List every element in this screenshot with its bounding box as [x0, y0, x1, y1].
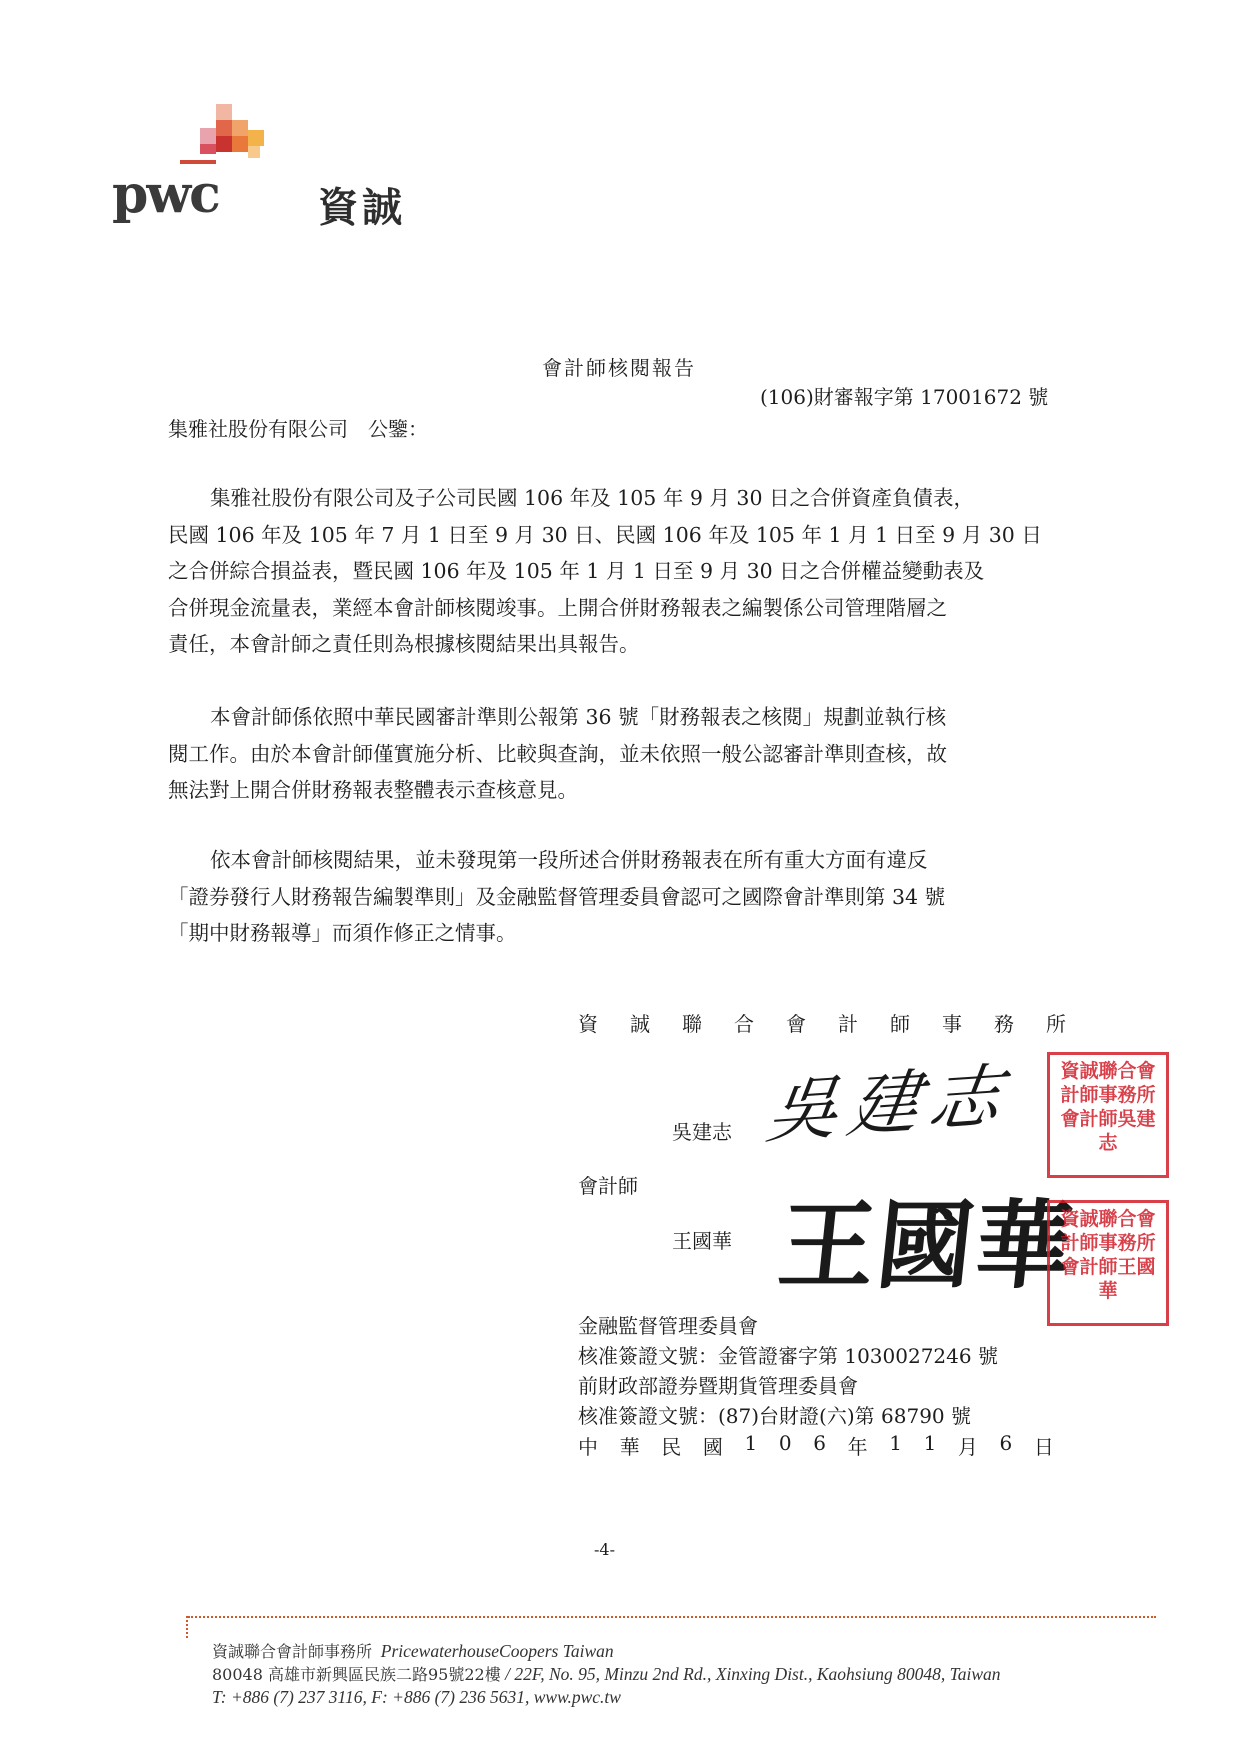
footer-contact: T: +886 (7) 237 3116, F: +886 (7) 236 5631, www.pwc.tw: [212, 1687, 621, 1707]
date-part: 1: [923, 1431, 937, 1455]
pwc-logo-mark: [180, 104, 275, 164]
footer-firm-cn: 資誠聯合會計師事務所: [212, 1642, 373, 1661]
firm-char: 務: [994, 1012, 1014, 1036]
firm-char: 師: [890, 1012, 910, 1036]
date-part: 1: [889, 1431, 902, 1455]
paragraph-3: [168, 842, 1073, 952]
approval-line-4: 核准簽證文號：(87)台財證(六)第 68790 號: [578, 1404, 971, 1428]
role-label: 會計師: [578, 1174, 638, 1198]
paragraph-line: 無法對上開合併財務報表整體表示查核意見。: [168, 778, 578, 802]
paragraph-line: 集雅社股份有限公司及子公司民國 106 年及 105 年 9 月 30 日之合併資產負債表，: [210, 486, 975, 510]
footer-address-en: / 22F, No. 95, Minzu 2nd Rd., Xinxing Dist., Kaohsiung 80048, Taiwan: [500, 1664, 1001, 1684]
paragraph-line: 責任，本會計師之責任則為根據核閱結果出具報告。: [168, 632, 640, 656]
paragraph-line: 「證券發行人財務報告編製準則」及金融監督管理委員會認可之國際會計準則第 34 號: [168, 884, 946, 909]
paragraph-2: [168, 699, 1073, 809]
approval-line-2: 核准簽證文號：金管證審字第 1030027246 號: [578, 1344, 998, 1368]
accountant-name-1: 吳建志: [672, 1120, 732, 1144]
date-part: 華: [619, 1435, 640, 1459]
firm-char: 會: [786, 1012, 806, 1036]
pwc-logo-text: pwc: [112, 164, 219, 225]
addressee: 集雅社股份有限公司 公鑒：: [168, 417, 428, 441]
firm-char: 事: [942, 1012, 962, 1036]
footer-divider: [188, 1616, 1156, 1618]
footer-divider-tick: [186, 1616, 188, 1638]
date-part: 日: [1033, 1435, 1054, 1459]
paragraph-line: 之合併綜合損益表，暨民國 106 年及 105 年 1 月 1 日至 9 月 30 日之合併權益變動表及: [168, 559, 985, 583]
approval-line-3: 前財政部證券暨期貨管理委員會: [578, 1374, 858, 1398]
approval-line-1: 金融監督管理委員會: [578, 1314, 758, 1338]
handwritten-signature-1: 吳建志: [761, 1054, 1017, 1154]
company-seal-2: 資誠聯合會計師事務所 會計師王國華: [1047, 1200, 1169, 1326]
report-date: [578, 1431, 1054, 1460]
date-part: 6: [813, 1431, 826, 1455]
handwritten-signature-2: 王國華: [773, 1189, 1080, 1302]
date-part: 月: [957, 1435, 978, 1459]
paragraph-line: 依本會計師核閱結果，並未發現第一段所述合併財務報表在所有重大方面有違反: [210, 848, 928, 872]
paragraph-line: 民國 106 年及 105 年 7 月 1 日至 9 月 30 日、民國 106 年及 105 年 1 月 1 日至 9 月 30 日: [168, 522, 1042, 547]
firm-char: 資: [578, 1012, 598, 1036]
date-part: 民: [661, 1435, 682, 1459]
firm-char: 合: [734, 1012, 754, 1036]
paragraph-line: 閱工作。由於本會計師僅實施分析、比較與查詢，並未依照一般公認審計準則查核，故: [168, 741, 947, 766]
firm-name: [578, 1008, 1066, 1037]
firm-char: 誠: [630, 1012, 650, 1036]
footer-firm-en: PricewaterhouseCoopers Taiwan: [380, 1641, 614, 1661]
paragraph-line: 本會計師係依照中華民國審計準則公報第 36 號「財務報表之核閱」規劃並執行核: [210, 705, 947, 729]
date-part: 年: [847, 1435, 868, 1459]
firm-char: 計: [838, 1012, 858, 1036]
date-part: 1: [744, 1431, 758, 1455]
date-part: 國: [702, 1435, 723, 1459]
page-number: -4-: [594, 1540, 615, 1559]
firm-char: 聯: [682, 1012, 702, 1036]
reference-number: (106)財審報字第 17001672 號: [760, 385, 1049, 409]
brand-name: 資誠: [318, 184, 406, 231]
date-part: 中: [578, 1435, 598, 1459]
footer-address-line: [212, 1663, 1001, 1686]
paragraph-1: [168, 480, 1073, 663]
company-seal-1: 資誠聯合會計師事務所 會計師吳建志: [1047, 1052, 1169, 1178]
footer-firm-line: [212, 1640, 1001, 1663]
firm-char: 所: [1046, 1012, 1066, 1036]
footer: [212, 1640, 1001, 1708]
paragraph-line: 合併現金流量表，業經本會計師核閱竣事。上開合併財務報表之編製係公司管理階層之: [168, 595, 947, 620]
accountant-name-2: 王國華: [672, 1229, 732, 1253]
footer-address-cn: 80048 高雄市新興區民族二路95號22樓: [212, 1665, 501, 1684]
date-part: 6: [999, 1431, 1013, 1455]
date-part: 0: [778, 1431, 792, 1455]
report-title: 會計師核閱報告: [542, 356, 696, 380]
paragraph-line: 「期中財務報導」而須作修正之情事。: [168, 921, 517, 945]
